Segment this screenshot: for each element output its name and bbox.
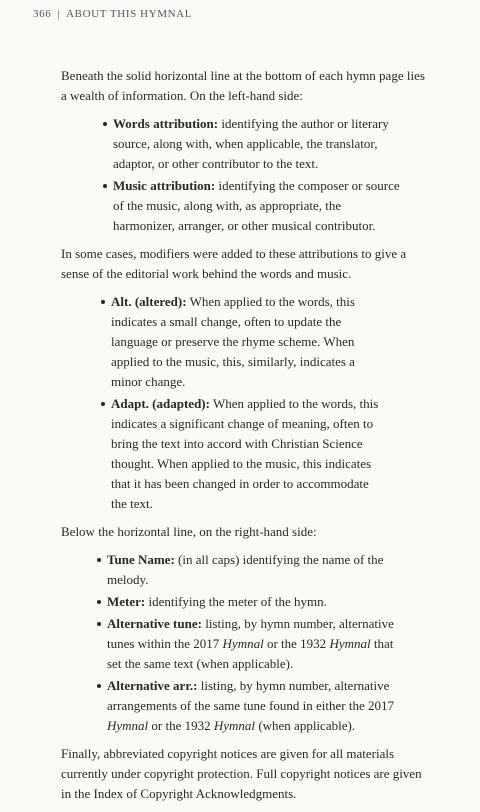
item-term: Words attribution: xyxy=(113,116,219,131)
list-item xyxy=(101,292,387,392)
list-item xyxy=(97,614,397,674)
intro-paragraph: Beneath the solid horizontal line at the bottom of each hymn page lies a wealth of information. On the left-hand side: xyxy=(61,68,425,103)
hymnal-title: Hymnal xyxy=(107,718,149,733)
list-item xyxy=(103,114,403,174)
modifier-list xyxy=(61,292,387,514)
item-term: Alternative arr.: xyxy=(107,678,198,693)
modifiers-paragraph: In some cases, modifiers were added to these attributions to give a sense of the editorial work behind the words and music. xyxy=(61,246,407,281)
left-side-list xyxy=(61,114,403,236)
item-term: Music attribution: xyxy=(113,178,216,193)
item-term: Alternative tune: xyxy=(107,616,202,631)
item-text: identifying the meter of the hymn. xyxy=(145,594,327,609)
item-text: or the 1932 xyxy=(148,718,214,733)
item-text: listing, by hymn number, alternative tunes within the 2017 xyxy=(107,616,394,651)
item-text: (in all caps) identifying the name of the melody. xyxy=(107,552,384,587)
item-text: identifying the composer or source of the music, along with, as appropriate, the harmonizer, arranger, or other musical contributor. xyxy=(113,178,400,233)
item-text: When applied to the words, this indicates a small change, often to update the language or preserve the rhyme scheme. When applied to the music, this, similarly, indicates a minor change. xyxy=(111,294,355,389)
header-separator: | xyxy=(57,8,61,20)
list-item xyxy=(97,676,397,736)
hymnal-title: Hymnal xyxy=(222,636,264,651)
right-side-paragraph: Below the horizontal line, on the right-hand side: xyxy=(61,524,317,539)
item-text: that set the same text (when applicable). xyxy=(107,636,394,671)
item-term: Alt. (altered): xyxy=(111,294,187,309)
list-item xyxy=(97,592,397,612)
item-text: (when applicable). xyxy=(255,718,356,733)
item-term: Meter: xyxy=(107,594,146,609)
running-head xyxy=(33,8,192,20)
right-side-list xyxy=(61,550,397,736)
item-term: Adapt. (adapted): xyxy=(111,396,210,411)
list-item xyxy=(97,550,397,590)
list-item xyxy=(101,394,387,514)
body-text xyxy=(61,66,433,812)
closing-paragraph: Finally, abbreviated copyright notices are given for all materials currently under copyright protection. Full copyright notices are given in the Index of Copyright Acknowledgments. xyxy=(61,746,422,801)
hymnal-title: Hymnal xyxy=(213,718,256,733)
hymnal-title: Hymnal xyxy=(329,636,371,651)
item-text: identifying the author or literary source, along with, when applicable, the translator, adaptor, or other contributor to the text. xyxy=(113,116,389,171)
item-text: listing, by hymn number, alternative arrangements of the same tune found in either the 2017 xyxy=(107,678,394,713)
list-item xyxy=(103,176,403,236)
section-title: ABOUT THIS HYMNAL xyxy=(66,8,193,20)
item-term: Tune Name: xyxy=(107,552,175,567)
item-text: When applied to the words, this indicates a significant change of meaning, often to bring the text into accord with Christian Science thought. When applied to the music, this indicates that it has been changed in order to accommodate the text. xyxy=(111,396,379,511)
item-text: or the 1932 xyxy=(263,636,330,651)
page-number: 366 xyxy=(33,8,52,20)
